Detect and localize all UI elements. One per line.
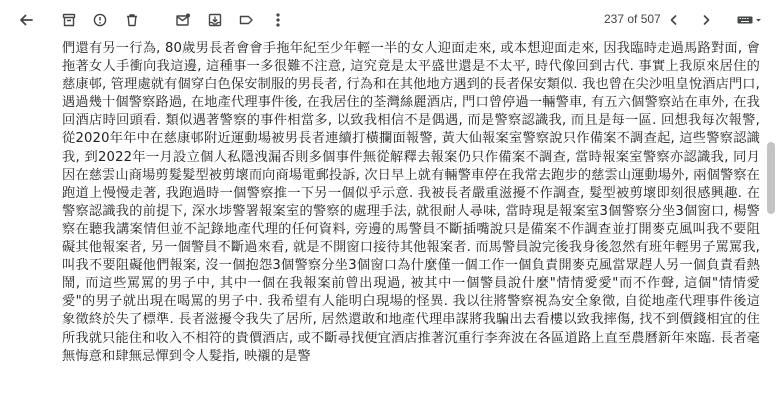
input-tools-button[interactable] — [732, 8, 768, 32]
move-to-icon — [208, 13, 222, 27]
chevron-right-icon — [700, 14, 712, 26]
archive-icon — [62, 13, 76, 27]
chevron-left-icon — [668, 14, 680, 26]
trash-icon — [125, 13, 139, 27]
scrollbar-thumb[interactable] — [767, 142, 775, 214]
message-text: 們還有另一行為, 80歲男長者會會手拖年紀至少年輕一半的女人迎面走來, 或本想迎面走來, 因我臨時走過馬路對面, 會拖著女人手衝向我這邊, 這種事一多很難不注意, 這究竟是太平盛世還是不太平, 時代像回到古代. 事實上我原來居住的慈康邨, 管理處就有個穿白色保安制服的男長者, 行為和在其他地方遇到的長者保安類似. 我也曾在尖沙咀皇悅酒店門口, 遇過幾十個警察路過, 在地產代理事件後, 在我居住的荃灣絲麗酒店, 門口曾停過一輛警車, 有五六個警察站在車外, 在我回酒店時回頭看. 類似遇著警察的事件相當多, 以致我相信不是偶遇, 而是警察認識我, 而且是每一區. 回想我每次報警, 從2020年年中在慈康邨附近運動場被男長者連續打橫攔面報警, 黃大仙報案室警察說只作備案不調查起, 這些警察認識我, 到2022年一月設立個人私隱洩漏否則多個事件無從解釋去報案仍只作備案不調查, 當時報案室警察亦認識我, 同月因在慈雲山商場剪髮髮型被剪壞而向商場電郵投訴, 次日早上就有輛警車停在我常去跑步的慈雲山運動場外, 兩個警察在跑道上慢慢走著, 我跑過時一個警察推一下另一個似乎示意. 我被長者嚴重滋擾不作調查, 髮型被剪壞即刻很感興趣. 在警察認識我的前提下, 深水埗警署報案室的警察的處理手法, 就很耐人尋味, 當時現是報案室3個警察分坐3個窗口, 楊警察在聽我講案情但並不記錄地產代理的任何資料, 旁邊的馬警員不斷插嘴說只是備案不作調查並打開麥克風叫我不要阻礙其他報案者, 另一個警員不斷過來看, 就是不開窗口接待其他報案者. 而馬警員說完後我身後忽然有班年輕男子罵罵我, 叫我不要阻礙他們報案, 沒一個抱怨3個警察分坐3個窗口為什麼僅一個工作一個負責開麥克風當眾趕人另一個負責看熱鬧, 而這些罵罵的男子中, 其中一個在我報案前曾出現過, 被其中一個警員說什麼"情情愛愛"而不作聲, 這個"情情愛愛"的男子就出現在喝罵的男子中. 我希望有人能明白現場的怪異. 我以往將警察視為安全象徵, 自從地產代理事件後這象徵終於失了標準. 長者滋擾令我失了居所, 居然還敢和地產代理串謀將我騙出去看樓以致我摔傷, 找不到價錢相宜的住所我就只能住和收入不相符的貴價酒店, 或不斷尋找便宜酒店推著沉重行李奔波在各區道路上直至農曆新年來臨. 長者毫無悔意和肆無忌憚到令人髮指, 映襯的是警 — [62, 41, 760, 364]
move-to-button[interactable] — [203, 8, 227, 32]
archive-button[interactable] — [57, 8, 81, 32]
message-body — [62, 40, 760, 413]
keyboard-icon — [737, 15, 763, 25]
older-button[interactable] — [694, 8, 718, 32]
mail-unread-icon — [176, 13, 190, 27]
pager-count: 237 of 507 — [604, 12, 661, 26]
report-spam-button[interactable] — [88, 8, 112, 32]
more-vert-icon — [275, 12, 281, 28]
toolbar — [0, 0, 780, 40]
more-button[interactable] — [266, 8, 290, 32]
label-icon — [239, 13, 253, 27]
label-button[interactable] — [234, 8, 258, 32]
arrow-left-icon — [18, 12, 34, 28]
mark-unread-button[interactable] — [171, 8, 195, 32]
report-spam-icon — [93, 13, 107, 27]
back-button[interactable] — [14, 8, 38, 32]
delete-button[interactable] — [120, 8, 144, 32]
newer-button[interactable] — [662, 8, 686, 32]
